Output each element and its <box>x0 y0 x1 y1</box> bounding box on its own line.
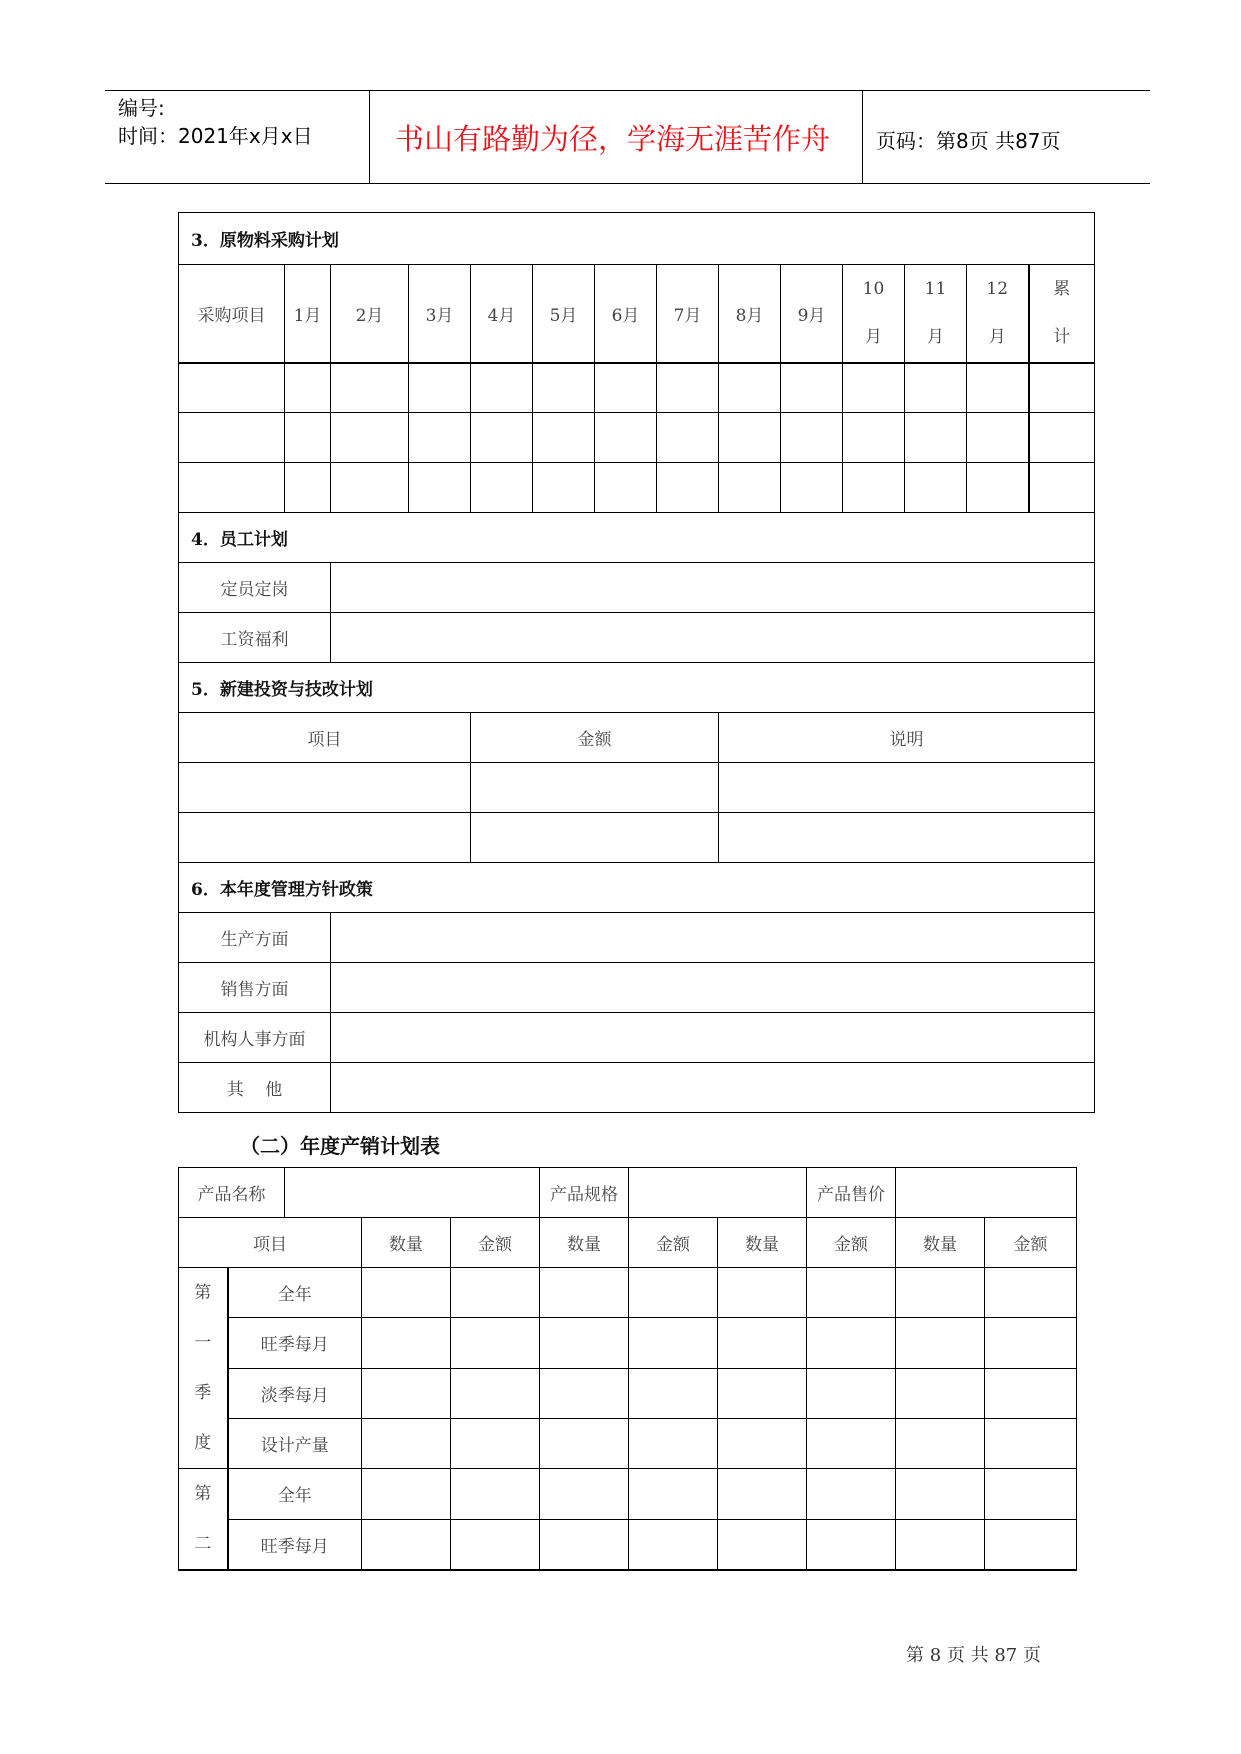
cell[interactable] <box>905 363 967 413</box>
section5-header-row <box>179 713 1095 763</box>
cell-production[interactable] <box>331 913 1095 963</box>
cell[interactable] <box>629 1519 718 1570</box>
table-row <box>179 1268 1077 1318</box>
cell-staffing[interactable] <box>331 563 1095 613</box>
table-row <box>179 1469 1077 1520</box>
cell[interactable] <box>540 1318 629 1368</box>
table-row <box>179 963 1095 1013</box>
row-label: 旺季每月 <box>228 1318 362 1368</box>
cell[interactable] <box>718 1418 807 1468</box>
cell[interactable] <box>718 1469 807 1520</box>
cell[interactable] <box>179 763 471 813</box>
col-month-3: 3月 <box>409 265 471 363</box>
table-row <box>179 1368 1077 1418</box>
cell[interactable] <box>409 463 471 513</box>
cell[interactable] <box>451 1318 540 1368</box>
cell[interactable] <box>533 463 595 513</box>
table-row <box>179 363 1095 413</box>
input-product-price[interactable] <box>896 1168 1077 1218</box>
row-label-other: 其 他 <box>179 1063 331 1113</box>
col-amount-1: 金额 <box>451 1218 540 1268</box>
col-project: 项目 <box>179 713 471 763</box>
col-month-4: 4月 <box>471 265 533 363</box>
cell[interactable] <box>362 1268 451 1318</box>
row-label-sales: 销售方面 <box>179 963 331 1013</box>
cell[interactable] <box>595 463 657 513</box>
col-qty-3: 数量 <box>718 1218 807 1268</box>
cell[interactable] <box>362 1368 451 1418</box>
cell[interactable] <box>807 1318 896 1368</box>
header-bottom-rule <box>105 183 1150 184</box>
cell[interactable] <box>985 1318 1077 1368</box>
label-product-name: 产品名称 <box>179 1168 285 1218</box>
cell[interactable] <box>718 1368 807 1418</box>
col-month-8: 8月 <box>719 265 781 363</box>
row-label: 全年 <box>228 1268 362 1318</box>
col-qty-4: 数量 <box>896 1218 985 1268</box>
row-label-production: 生产方面 <box>179 913 331 963</box>
cell[interactable] <box>629 1268 718 1318</box>
cell[interactable] <box>533 363 595 413</box>
row-label-staffing: 定员定岗 <box>179 563 331 613</box>
section6-title-row <box>179 863 1095 913</box>
cell[interactable] <box>533 413 595 463</box>
cell[interactable] <box>471 813 719 863</box>
label-product-spec: 产品规格 <box>540 1168 629 1218</box>
cell-personnel[interactable] <box>331 1013 1095 1063</box>
cell-salary[interactable] <box>331 613 1095 663</box>
cell[interactable] <box>1029 363 1095 413</box>
table-row <box>179 1063 1095 1113</box>
cell[interactable] <box>718 1268 807 1318</box>
cell[interactable] <box>179 813 471 863</box>
cell[interactable] <box>1029 413 1095 463</box>
col-total-top: 累 <box>1053 279 1071 300</box>
cell[interactable] <box>540 1268 629 1318</box>
production-sales-table <box>178 1167 1077 1571</box>
table2-title: （二）年度产销计划表 <box>240 1134 440 1158</box>
row-label-personnel: 机构人事方面 <box>179 1013 331 1063</box>
header-page-label: 页码：第8页 共87页 <box>876 129 1061 153</box>
cell[interactable] <box>451 1268 540 1318</box>
cell[interactable] <box>629 1418 718 1468</box>
row-label: 淡季每月 <box>228 1368 362 1418</box>
col-amount-4: 金额 <box>985 1218 1077 1268</box>
cell[interactable] <box>719 363 781 413</box>
row-label: 设计产量 <box>228 1418 362 1468</box>
table-row <box>179 563 1095 613</box>
cell[interactable] <box>896 1318 985 1368</box>
header-top-rule <box>105 90 1150 91</box>
row-label: 旺季每月 <box>228 1519 362 1570</box>
section5-title: 5．新建投资与技改计划 <box>179 663 1095 713</box>
col-month-12-num: 12 <box>986 279 1009 300</box>
header-divider-right <box>862 90 863 184</box>
col-amount-2: 金额 <box>629 1218 718 1268</box>
cell-sales[interactable] <box>331 963 1095 1013</box>
cell[interactable] <box>843 413 905 463</box>
cell[interactable] <box>719 813 1095 863</box>
quarter2-char: 第 <box>194 1484 212 1504</box>
col-month-11-unit: 月 <box>927 327 944 348</box>
table-row <box>179 1013 1095 1063</box>
section5-title-row <box>179 663 1095 713</box>
doc-code-label: 编号: <box>118 96 165 120</box>
table-row <box>179 613 1095 663</box>
section4-title: 4．员工计划 <box>179 513 1095 563</box>
cell[interactable] <box>451 1418 540 1468</box>
cell[interactable] <box>781 363 843 413</box>
cell[interactable] <box>967 413 1029 463</box>
cell[interactable] <box>629 1368 718 1418</box>
col-month-10 <box>843 265 905 363</box>
cell[interactable] <box>409 363 471 413</box>
cell[interactable] <box>905 463 967 513</box>
cell[interactable] <box>843 463 905 513</box>
col-total <box>1029 265 1095 363</box>
col-month-10-num: 10 <box>862 279 885 300</box>
col-month-6: 6月 <box>595 265 657 363</box>
cell[interactable] <box>896 1519 985 1570</box>
cell[interactable] <box>985 1519 1077 1570</box>
cell[interactable] <box>471 413 533 463</box>
cell[interactable] <box>1029 463 1095 513</box>
section4-title-row <box>179 513 1095 563</box>
doc-time-label: 时间：2021年x月x日 <box>118 124 313 148</box>
table-row <box>179 763 1095 813</box>
section3-title: 3．原物料采购计划 <box>179 213 1095 265</box>
col-qty-1: 数量 <box>362 1218 451 1268</box>
col-month-7: 7月 <box>657 265 719 363</box>
cell[interactable] <box>657 463 719 513</box>
table-row <box>179 463 1095 513</box>
quarter1-char: 季 <box>194 1383 212 1403</box>
cell[interactable] <box>540 1519 629 1570</box>
cell[interactable] <box>896 1418 985 1468</box>
cell[interactable] <box>807 1268 896 1318</box>
col-amount-3: 金额 <box>807 1218 896 1268</box>
cell[interactable] <box>718 1318 807 1368</box>
cell[interactable] <box>409 413 471 463</box>
table-row <box>179 413 1095 463</box>
cell[interactable] <box>540 1469 629 1520</box>
quarter1-char: 度 <box>194 1433 212 1453</box>
cell[interactable] <box>967 363 1029 413</box>
input-product-spec[interactable] <box>629 1168 807 1218</box>
cell[interactable] <box>985 1268 1077 1318</box>
product-info-row <box>179 1168 1077 1218</box>
quarter1-char: 第 <box>194 1283 212 1303</box>
col-amount: 金额 <box>471 713 719 763</box>
cell[interactable] <box>471 763 719 813</box>
table-row <box>179 1418 1077 1468</box>
col-month-12 <box>967 265 1029 363</box>
table-row <box>179 1519 1077 1570</box>
section3-title-row <box>179 213 1095 265</box>
row-label-salary: 工资福利 <box>179 613 331 663</box>
col-qty-2: 数量 <box>540 1218 629 1268</box>
table-row <box>179 813 1095 863</box>
cell[interactable] <box>471 363 533 413</box>
cell[interactable] <box>362 1519 451 1570</box>
quarter1-char: 一 <box>194 1333 212 1353</box>
col-month-11-num: 11 <box>924 279 947 300</box>
col-month-11 <box>905 265 967 363</box>
cell[interactable] <box>807 1519 896 1570</box>
cell[interactable] <box>285 413 331 463</box>
col-total-bottom: 计 <box>1053 327 1071 348</box>
label-product-price: 产品售价 <box>807 1168 896 1218</box>
header-divider-left <box>369 90 370 184</box>
cell[interactable] <box>451 1469 540 1520</box>
cell[interactable] <box>362 1469 451 1520</box>
cell[interactable] <box>471 463 533 513</box>
cell[interactable] <box>540 1418 629 1468</box>
cell[interactable] <box>179 463 285 513</box>
col-purchase-item: 采购项目 <box>179 265 285 363</box>
cell[interactable] <box>905 413 967 463</box>
section6-title: 6．本年度管理方针政策 <box>179 863 1095 913</box>
cell-other[interactable] <box>331 1063 1095 1113</box>
cell[interactable] <box>331 363 409 413</box>
section3-header-row <box>179 265 1095 363</box>
col-month-10-unit: 月 <box>865 327 882 348</box>
table-row <box>179 1318 1077 1368</box>
cell[interactable] <box>657 363 719 413</box>
table-row <box>179 913 1095 963</box>
col-description: 说明 <box>719 713 1095 763</box>
cell[interactable] <box>843 363 905 413</box>
cell[interactable] <box>451 1368 540 1418</box>
cell[interactable] <box>719 413 781 463</box>
cell[interactable] <box>896 1368 985 1418</box>
col-month-2: 2月 <box>331 265 409 363</box>
cell[interactable] <box>781 413 843 463</box>
cell[interactable] <box>540 1368 629 1418</box>
cell[interactable] <box>595 363 657 413</box>
col-month-9: 9月 <box>781 265 843 363</box>
cell[interactable] <box>967 463 1029 513</box>
cell[interactable] <box>985 1418 1077 1468</box>
cell[interactable] <box>595 413 657 463</box>
cell[interactable] <box>896 1268 985 1318</box>
cell[interactable] <box>807 1418 896 1468</box>
quarter2-label <box>179 1469 228 1571</box>
cell[interactable] <box>985 1368 1077 1418</box>
cell[interactable] <box>629 1469 718 1520</box>
cell[interactable] <box>331 413 409 463</box>
row-label: 全年 <box>228 1469 362 1520</box>
cell[interactable] <box>781 463 843 513</box>
cell[interactable] <box>985 1469 1077 1520</box>
cell[interactable] <box>719 463 781 513</box>
page-footer: 第 8 页 共 87 页 <box>906 1645 1041 1666</box>
col-month-1: 1月 <box>285 265 331 363</box>
cell[interactable] <box>285 363 331 413</box>
cell[interactable] <box>362 1418 451 1468</box>
cell[interactable] <box>718 1519 807 1570</box>
quarter1-label <box>179 1268 228 1469</box>
cell[interactable] <box>362 1318 451 1368</box>
col-month-12-unit: 月 <box>988 327 1006 348</box>
plan-table <box>178 212 1095 1113</box>
cell[interactable] <box>331 463 409 513</box>
header-motto: 书山有路勤为径，学海无涯苦作舟 <box>395 122 831 156</box>
cell[interactable] <box>629 1318 718 1368</box>
input-product-name[interactable] <box>285 1168 540 1218</box>
table2-header-row <box>179 1218 1077 1268</box>
cell[interactable] <box>179 363 285 413</box>
cell[interactable] <box>657 413 719 463</box>
cell[interactable] <box>719 763 1095 813</box>
col-month-5: 5月 <box>533 265 595 363</box>
col-item: 项目 <box>179 1218 362 1268</box>
cell[interactable] <box>451 1519 540 1570</box>
quarter2-char: 二 <box>194 1534 212 1554</box>
cell[interactable] <box>179 413 285 463</box>
cell[interactable] <box>807 1469 896 1520</box>
cell[interactable] <box>807 1368 896 1418</box>
cell[interactable] <box>285 463 331 513</box>
cell[interactable] <box>896 1469 985 1520</box>
